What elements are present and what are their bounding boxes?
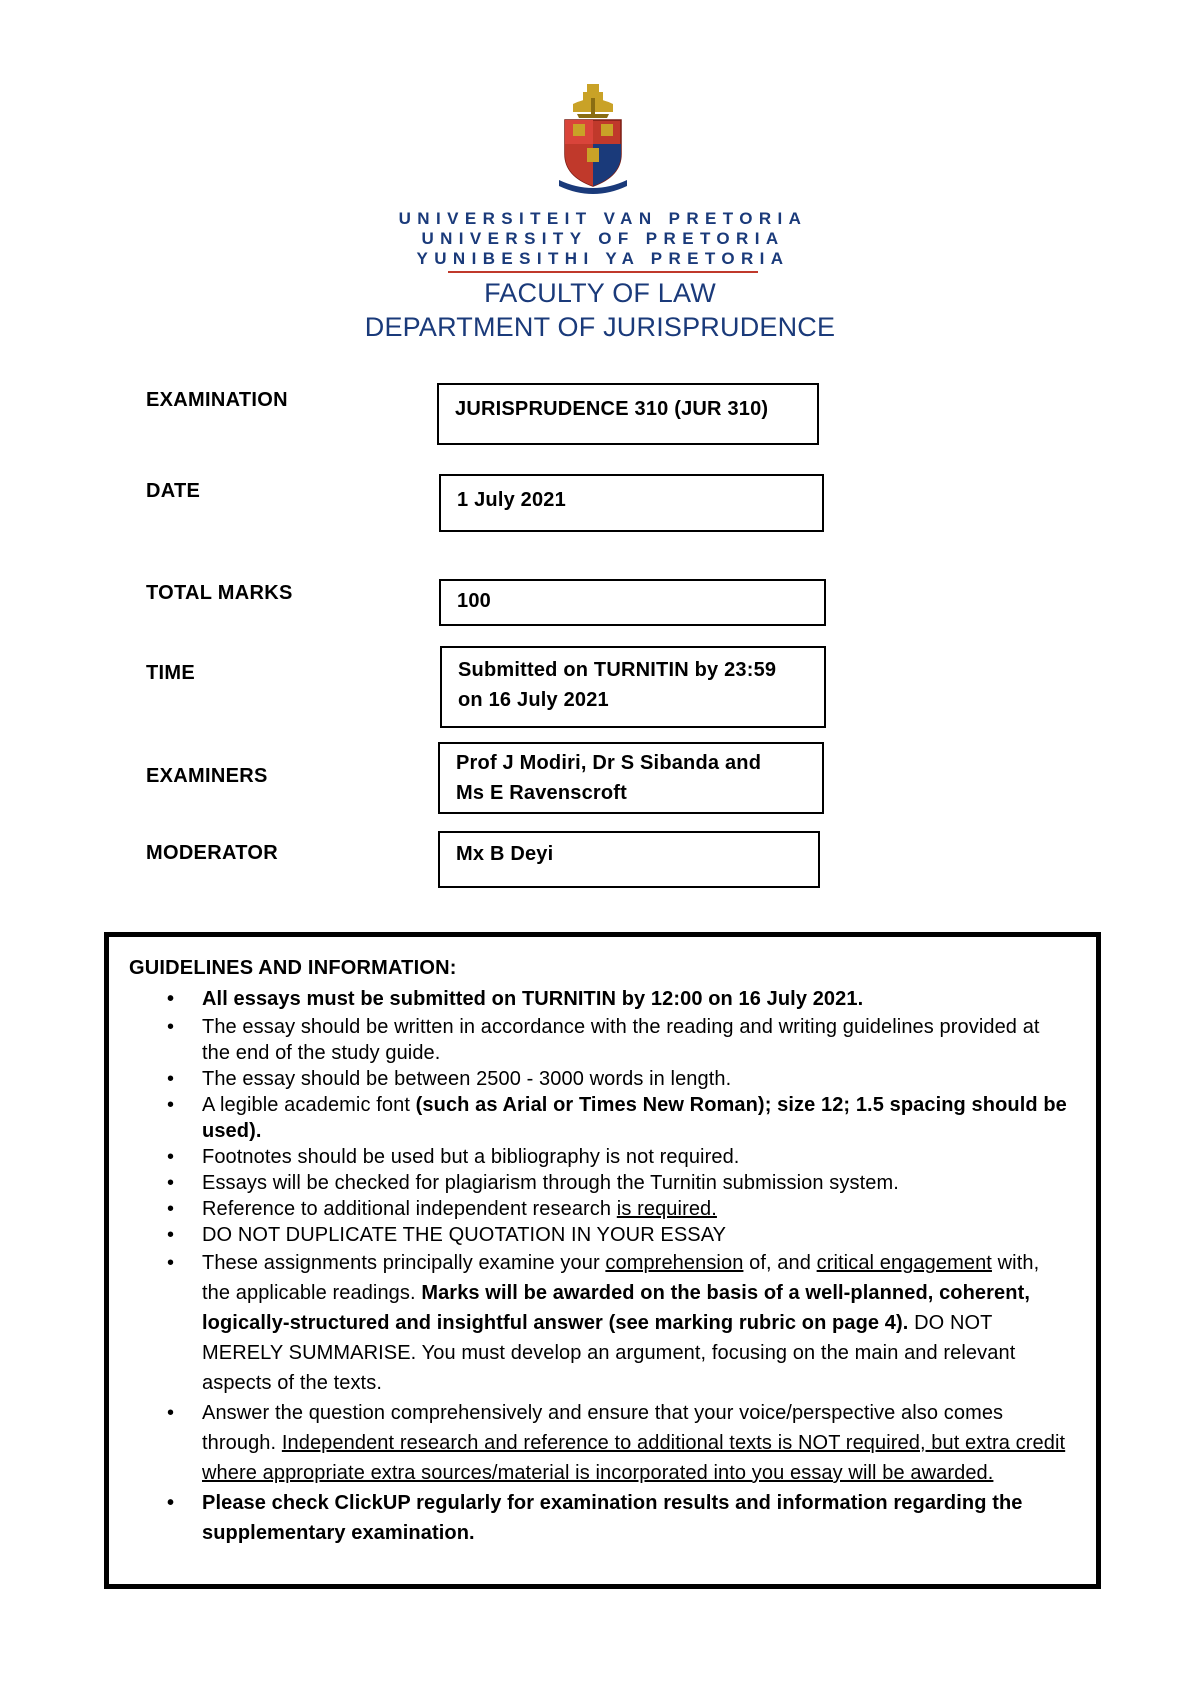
university-name-english: UNIVERSITY OF PRETORIA: [421, 229, 785, 248]
list-item: [129, 1488, 1070, 1548]
bullet-icon: •: [167, 1172, 175, 1194]
date-value-box: [439, 474, 824, 532]
bullet-icon: •: [167, 1198, 175, 1220]
faculty-title: FACULTY OF LAW: [484, 278, 716, 308]
university-names: [0, 209, 1200, 273]
guideline-text: Please check ClickUP regularly for examination results and information regarding the supplementary examination.: [202, 1492, 1023, 1544]
list-item: [129, 1248, 1070, 1398]
guideline-text: The essay should be written in accordance with the reading and writing guidelines provided at the end of the study guide.: [202, 1016, 1040, 1064]
bullet-icon: •: [167, 1068, 175, 1090]
examiners-value-line: Prof J Modiri, Dr S Sibanda and: [456, 752, 762, 774]
guidelines-box: [104, 932, 1101, 1589]
bullet-icon: •: [167, 1146, 175, 1168]
date-label: DATE: [146, 480, 201, 502]
list-item: [129, 984, 1070, 1014]
bullet-icon: •: [167, 988, 175, 1010]
guideline-text: Essays will be checked for plagiarism through the Turnitin submission system.: [202, 1172, 899, 1194]
examination-value: JURISPRUDENCE 310 (JUR 310): [455, 398, 769, 420]
guideline-text-underlined: Independent research and reference to additional texts is NOT required, but extra credit where appropriate extra sources/material is incorporated into you essay will be awarded.: [202, 1432, 1066, 1484]
list-item: [129, 1144, 1070, 1170]
examiners-label: EXAMINERS: [146, 765, 268, 787]
guideline-text-underlined: critical engagement: [816, 1252, 992, 1274]
university-name-sepedi: YUNIBESITHI YA PRETORIA: [416, 249, 790, 268]
guideline-text-bold: Marks will be awarded on the basis of a well-planned, coherent, logically-structured and insightful answer (see marking rubric on page 4).: [202, 1282, 1030, 1334]
examination-value-box: [437, 383, 819, 445]
guideline-text: with, the applicable readings.: [202, 1252, 1040, 1304]
list-item: [129, 1014, 1070, 1066]
header-divider: [448, 271, 758, 273]
university-crest-icon: [553, 84, 633, 194]
total-marks-label: TOTAL MARKS: [146, 582, 293, 604]
guideline-text: These assignments principally examine your: [202, 1252, 606, 1274]
examiners-value-box: [438, 742, 824, 814]
bullet-icon: •: [167, 1094, 175, 1116]
moderator-value-box: [438, 831, 820, 888]
guideline-text-bold: (such as Arial or Times New Roman); size 12; 1.5 spacing should be used).: [202, 1094, 1067, 1142]
moderator-value: Mx B Deyi: [456, 843, 554, 865]
examiners-value-line: Ms E Ravenscroft: [456, 782, 628, 804]
time-value-line: Submitted on TURNITIN by 23:59: [458, 659, 777, 681]
time-value-line: on 16 July 2021: [458, 689, 609, 711]
guideline-text: A legible academic font: [202, 1094, 416, 1116]
guideline-text: DO NOT MERELY SUMMARISE. You must develop an argument, focusing on the main and relevant aspects of the texts.: [202, 1312, 1016, 1394]
university-name-afrikaans: UNIVERSITEIT VAN PRETORIA: [398, 209, 808, 228]
bullet-icon: •: [167, 1402, 175, 1424]
examination-label: EXAMINATION: [146, 389, 288, 411]
guideline-text: DO NOT DUPLICATE THE QUOTATION IN YOUR ESSAY: [202, 1224, 727, 1246]
list-item: [129, 1170, 1070, 1196]
guidelines-list: [129, 984, 1070, 1548]
bullet-icon: •: [167, 1224, 175, 1246]
list-item: [129, 1196, 1070, 1222]
bullet-icon: •: [167, 1252, 175, 1274]
guideline-text-underlined: is required.: [616, 1198, 717, 1220]
total-marks-value-box: [439, 579, 826, 626]
guidelines-heading: GUIDELINES AND INFORMATION:: [129, 957, 457, 979]
title-block: [0, 276, 1200, 344]
time-label: TIME: [146, 662, 195, 684]
guideline-text: All essays must be submitted on TURNITIN by 12:00 on 16 July 2021.: [202, 988, 864, 1010]
guideline-text: Reference to additional independent research: [202, 1198, 617, 1220]
list-item: [129, 1398, 1070, 1488]
guideline-text-underlined: comprehension: [605, 1252, 744, 1274]
time-value-box: [440, 646, 826, 728]
guideline-text: of, and: [743, 1252, 817, 1274]
guideline-text: Footnotes should be used but a bibliography is not required.: [202, 1146, 740, 1168]
bullet-icon: •: [167, 1492, 175, 1514]
total-marks-value: 100: [457, 590, 491, 612]
bullet-icon: •: [167, 1016, 175, 1038]
list-item: [129, 1066, 1070, 1092]
guideline-text: Answer the question comprehensively and ensure that your voice/perspective also comes through.: [202, 1402, 1004, 1454]
guideline-text: The essay should be between 2500 - 3000 words in length.: [202, 1068, 732, 1090]
date-value: 1 July 2021: [457, 489, 566, 511]
department-title: DEPARTMENT OF JURISPRUDENCE: [364, 312, 836, 342]
list-item: [129, 1222, 1070, 1248]
moderator-label: MODERATOR: [146, 842, 278, 864]
list-item: [129, 1092, 1070, 1144]
